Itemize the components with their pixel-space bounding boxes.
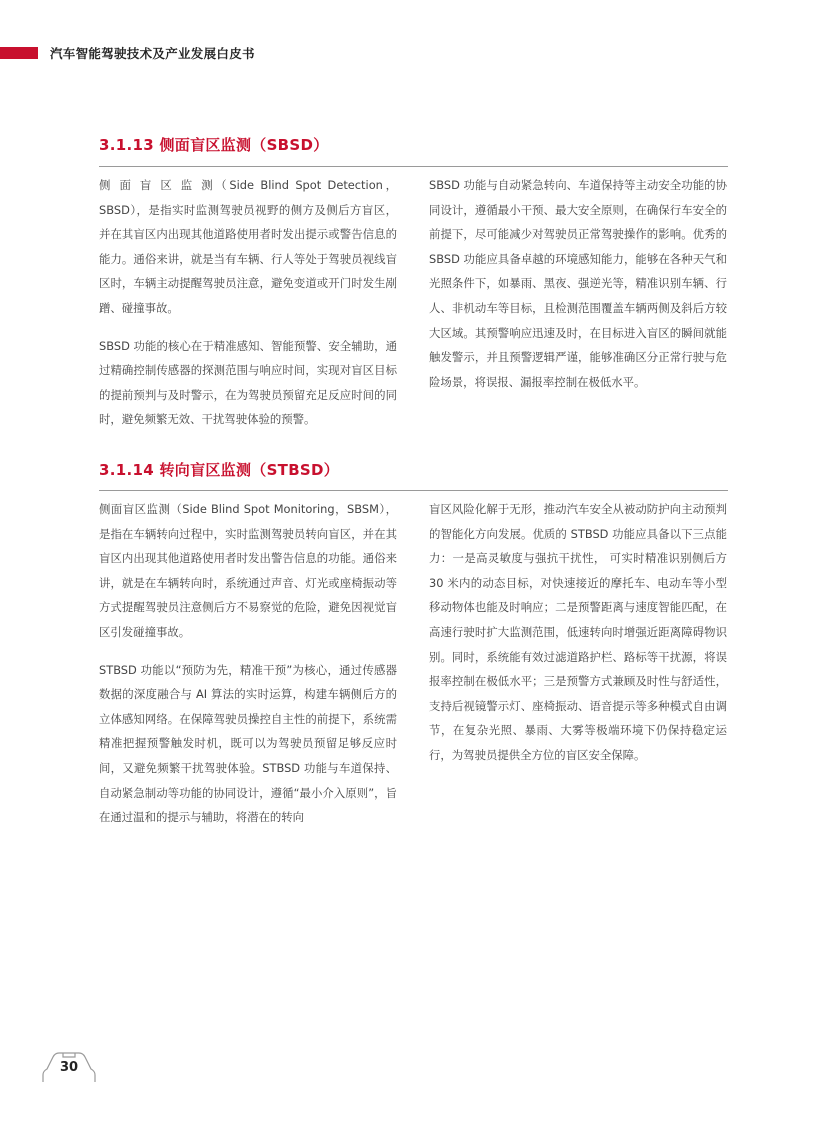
section-heading-sbsd: 3.1.13 侧面盲区监测（SBSD） — [99, 136, 329, 154]
section-stbsd-left-column — [99, 497, 397, 830]
section-heading-stbsd: 3.1.14 转向盲区监测（STBSD） — [99, 461, 340, 479]
paragraph: 侧面盲区监测（Side Blind Spot Monitoring，SBSM），是指在车辆转向过程中，实时监测驾驶员转向盲区，并在其盲区内出现其他道路使用者时发出警告信息的功能。通俗来讲，就是在车辆转向时，系统通过声音、灯光或座椅振动等方式提醒驾驶员注意侧后方不易察觉的危险，避免因视觉盲区引发碰撞事故。 — [99, 502, 397, 639]
paragraph: SBSD 功能与自动紧急转向、车道保持等主动安全功能的协同设计，遵循最小干预、最大安全原则，在确保行车安全的前提下，尽可能减少对驾驶员正常驾驶操作的影响。优秀的 SBSD 功能应具备卓越的环境感知能力，能够在各种天气和光照条件下，如暴雨、黑夜、强逆光等，精准识别车辆、行人、非机动车等目标，且检测范围覆盖车辆两侧及斜后方较大区域。其预警响应迅速及时，在目标进入盲区的瞬间就能触发警示，并且预警逻辑严谨，能够准确区分正常行驶与危险场景，将误报、漏报率控制在极低水平。 — [429, 178, 727, 389]
paragraph: 盲区风险化解于无形，推动汽车安全从被动防护向主动预判的智能化方向发展。优质的 STBSD 功能应具备以下三点能力：一是高灵敏度与强抗干扰性， 可实时精准识别侧后方 30 米内的动态目标，对快速接近的摩托车、电动车等小型移动物体也能及时响应；二是预警距离与速度智能匹配，在高速行驶时扩大监测范围，低速转向时增强近距离障碍物识别。同时，系统能有效过滤道路护栏、路标等干扰源，将误报率控制在极低水平；三是预警方式兼顾及时性与舒适性，支持后视镜警示灯、座椅振动、语音提示等多种模式自由调节，在复杂光照、暴雨、大雾等极端环境下仍保持稳定运行，为驾驶员提供全方位的盲区安全保障。 — [429, 502, 727, 762]
header-accent-bar — [0, 47, 38, 59]
paragraph: STBSD 功能以“预防为先，精准干预”为核心，通过传感器数据的深度融合与 AI 算法的实时运算，构建车辆侧后方的立体感知网络。在保障驾驶员操控自主性的前提下，系统需精准把握预警触发时机，既可以为驾驶员预留足够反应时间，又避免频繁干扰驾驶体验。STBSD 功能与车道保持、自动紧急制动等功能的协同设计，遵循“最小介入原则”，旨在通过温和的提示与辅助，将潜在的转向 — [99, 662, 397, 825]
document-title: 汽车智能驾驶技术及产业发展白皮书 — [50, 46, 255, 61]
paragraph: SBSD 功能的核心在于精准感知、智能预警、安全辅助，通过精确控制传感器的探测范围与响应时间，实现对盲区目标的提前预判与及时警示，在为驾驶员预留充足反应时间的同时，避免频繁无效、干扰驾驶体验的预警。 — [99, 338, 397, 427]
page-number: 30 — [59, 1060, 79, 1075]
section-divider — [99, 490, 728, 491]
paragraph: 侧 面 盲 区 监 测（Side Blind Spot Detection，SBSD），是指实时监测驾驶员视野的侧方及侧后方盲区，并在其盲区内出现其他道路使用者时发出提示或警告信息的能力。通俗来讲，就是当有车辆、行人等处于驾驶员视线盲区时，车辆主动提醒驾驶员注意，避免变道或开门时发生剐蹭、碰撞事故。 — [99, 178, 397, 315]
section-divider — [99, 166, 728, 167]
section-sbsd-left-column — [99, 173, 397, 432]
section-stbsd-right-column — [429, 497, 727, 768]
section-sbsd-right-column — [429, 173, 727, 394]
